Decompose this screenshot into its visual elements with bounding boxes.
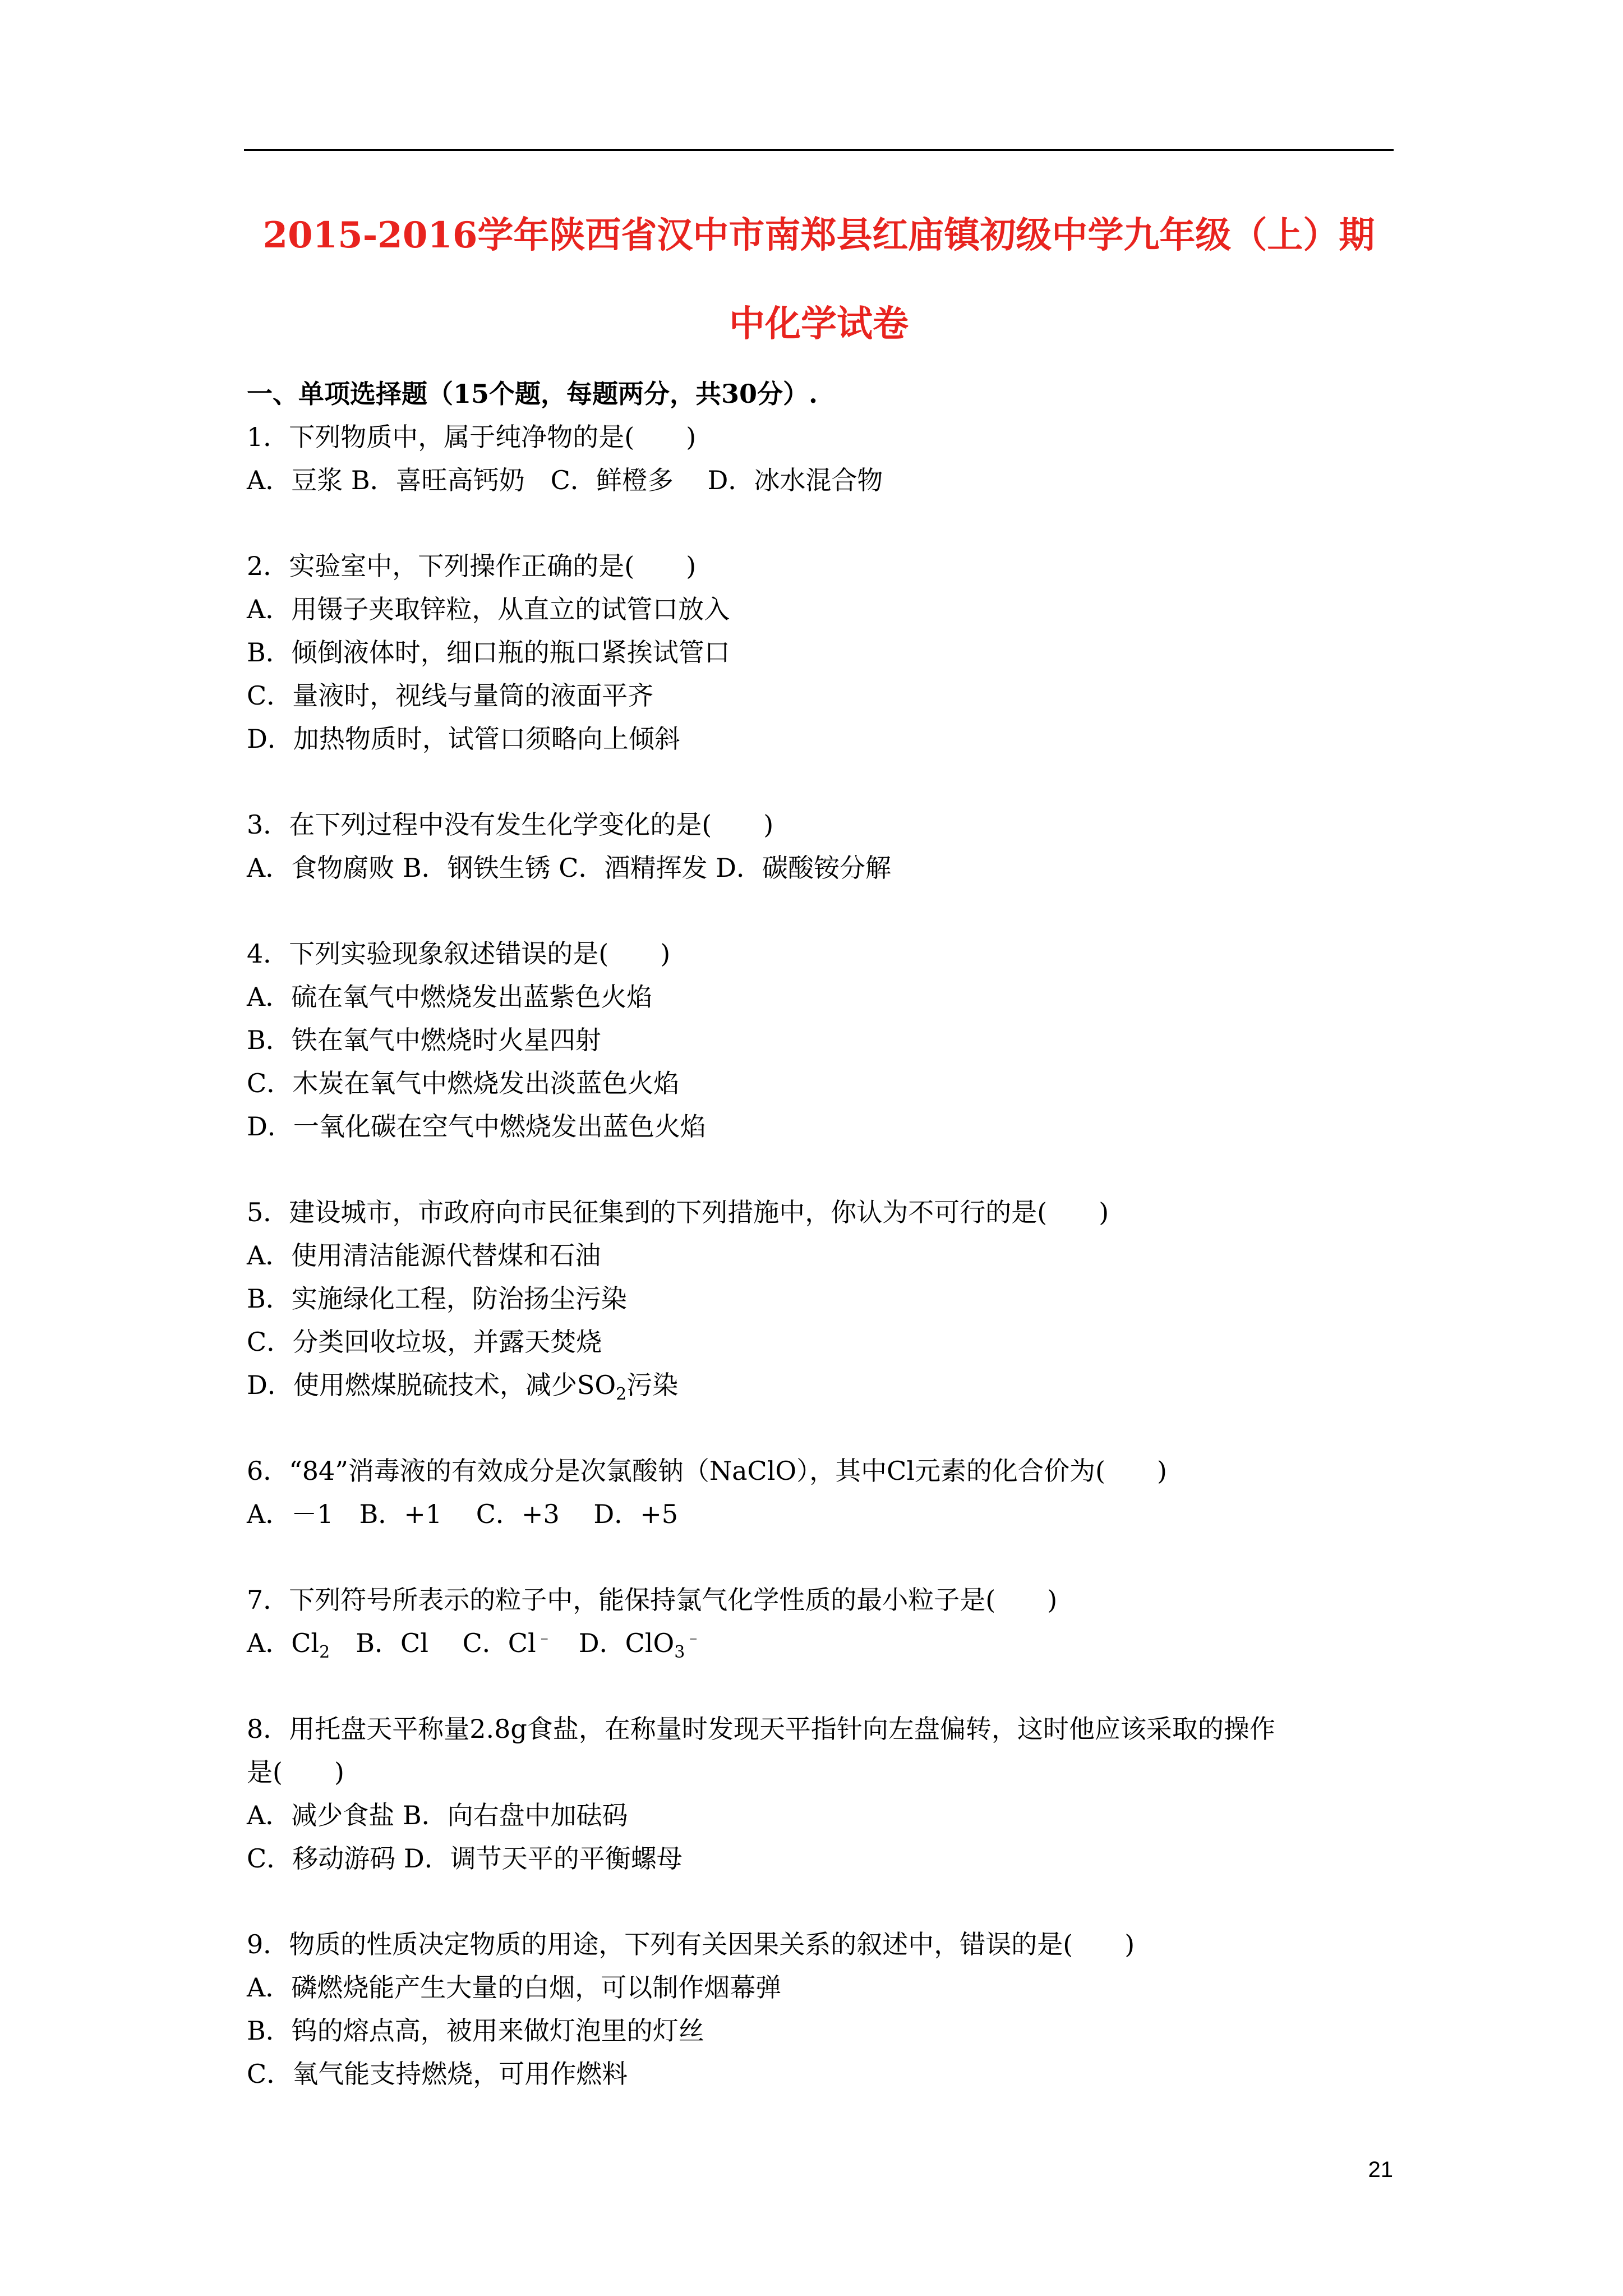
question-7-option-d: D．ClO [552, 1628, 675, 1658]
question-5-option-a: A．使用清洁能源代替煤和石油 [247, 1240, 601, 1271]
question-7-options [247, 1622, 1391, 1665]
question-6-options: A．－1 B．+1 C．+3 D．+5 [247, 1499, 679, 1529]
question-1-stem: 1．下列物质中，属于纯净物的是( ) [247, 422, 697, 452]
exam-title-line-2: 中化学试卷 [729, 303, 909, 345]
question-2-option-c: C．量液时，视线与量筒的液面平齐 [247, 680, 654, 711]
question-4-option-a: A．硫在氧气中燃烧发出蓝紫色火焰 [247, 982, 653, 1012]
question-2-option-a: A．用镊子夹取锌粒，从直立的试管口放入 [247, 594, 730, 624]
question-3-options: A．食物腐败 B．钢铁生锈 C．酒精挥发 D．碳酸铵分解 [247, 853, 891, 883]
question-5-stem: 5．建设城市，市政府向市民征集到的下列措施中，你认为不可行的是( ) [247, 1197, 1109, 1227]
question-5-option-c: C．分类回收垃圾，并露天焚烧 [247, 1327, 602, 1357]
page-number: 21 [1368, 2157, 1393, 2182]
question-7-option-a-subscript: 2 [319, 1642, 330, 1662]
question-2-stem: 2．实验室中，下列操作正确的是( ) [247, 551, 697, 581]
question-5-option-d-suffix: 污染 [626, 1370, 679, 1400]
question-8-stem-line-1: 8．用托盘天平称量2.8g食盐，在称量时发现天平指针向左盘偏转，这时他应该采取的操作 [247, 1714, 1275, 1744]
question-4-option-d: D．一氧化碳在空气中燃烧发出蓝色火焰 [247, 1111, 706, 1142]
question-9-option-b: B．钨的熔点高，被用来做灯泡里的灯丝 [247, 2016, 704, 2046]
question-1-options: A．豆浆 B．喜旺高钙奶 C．鲜橙多 D．冰水混合物 [247, 465, 883, 495]
question-5-option-d-subscript: 2 [616, 1384, 627, 1404]
section-heading: 一、单项选择题（15个题，每题两分，共30分）. [247, 379, 818, 409]
question-7-option-d-superscript: ﹣ [685, 1628, 702, 1648]
question-5-option-d-text: D．使用燃煤脱硫技术，减少SO [247, 1370, 616, 1400]
question-7-option-b-c: B．Cl C．Cl [330, 1628, 536, 1658]
question-9-option-c: C．氧气能支持燃烧，可用作燃料 [247, 2059, 628, 2089]
question-5-option-d [247, 1364, 1391, 1407]
question-7-stem: 7．下列符号所表示的粒子中，能保持氯气化学性质的最小粒子是( ) [247, 1585, 1058, 1615]
header-rule [244, 149, 1394, 151]
question-7-option-d-subscript: 3 [674, 1642, 685, 1662]
question-6-stem: 6．“84”消毒液的有效成分是次氯酸钠（NaClO），其中Cl元素的化合价为( ) [247, 1456, 1167, 1486]
question-9-stem: 9．物质的性质决定物质的用途，下列有关因果关系的叙述中，错误的是( ) [247, 1929, 1135, 1959]
question-8-stem-line-2: 是( ) [247, 1757, 344, 1787]
question-7-option-a: A．Cl [247, 1628, 320, 1658]
question-4-option-c: C．木炭在氧气中燃烧发出淡蓝色火焰 [247, 1068, 680, 1098]
question-7-option-c-superscript: ﹣ [536, 1628, 553, 1648]
question-9-option-a: A．磷燃烧能产生大量的白烟，可以制作烟幕弹 [247, 1972, 782, 2003]
question-2-option-d: D．加热物质时，试管口须略向上倾斜 [247, 724, 680, 754]
question-4-stem: 4．下列实验现象叙述错误的是( ) [247, 938, 671, 969]
question-3-stem: 3．在下列过程中没有发生化学变化的是( ) [247, 809, 774, 840]
question-5-option-b: B．实施绿化工程，防治扬尘污染 [247, 1283, 627, 1314]
question-8-options-ab: A．减少食盐 B．向右盘中加砝码 [247, 1800, 628, 1830]
exam-title-line-1: 2015-2016学年陕西省汉中市南郑县红庙镇初级中学九年级（上）期 [262, 214, 1375, 256]
question-2-option-b: B．倾倒液体时，细口瓶的瓶口紧挨试管口 [247, 637, 730, 668]
question-4-option-b: B．铁在氧气中燃烧时火星四射 [247, 1025, 601, 1055]
question-8-options-cd: C．移动游码 D．调节天平的平衡螺母 [247, 1843, 683, 1874]
exam-body [247, 372, 1391, 2096]
